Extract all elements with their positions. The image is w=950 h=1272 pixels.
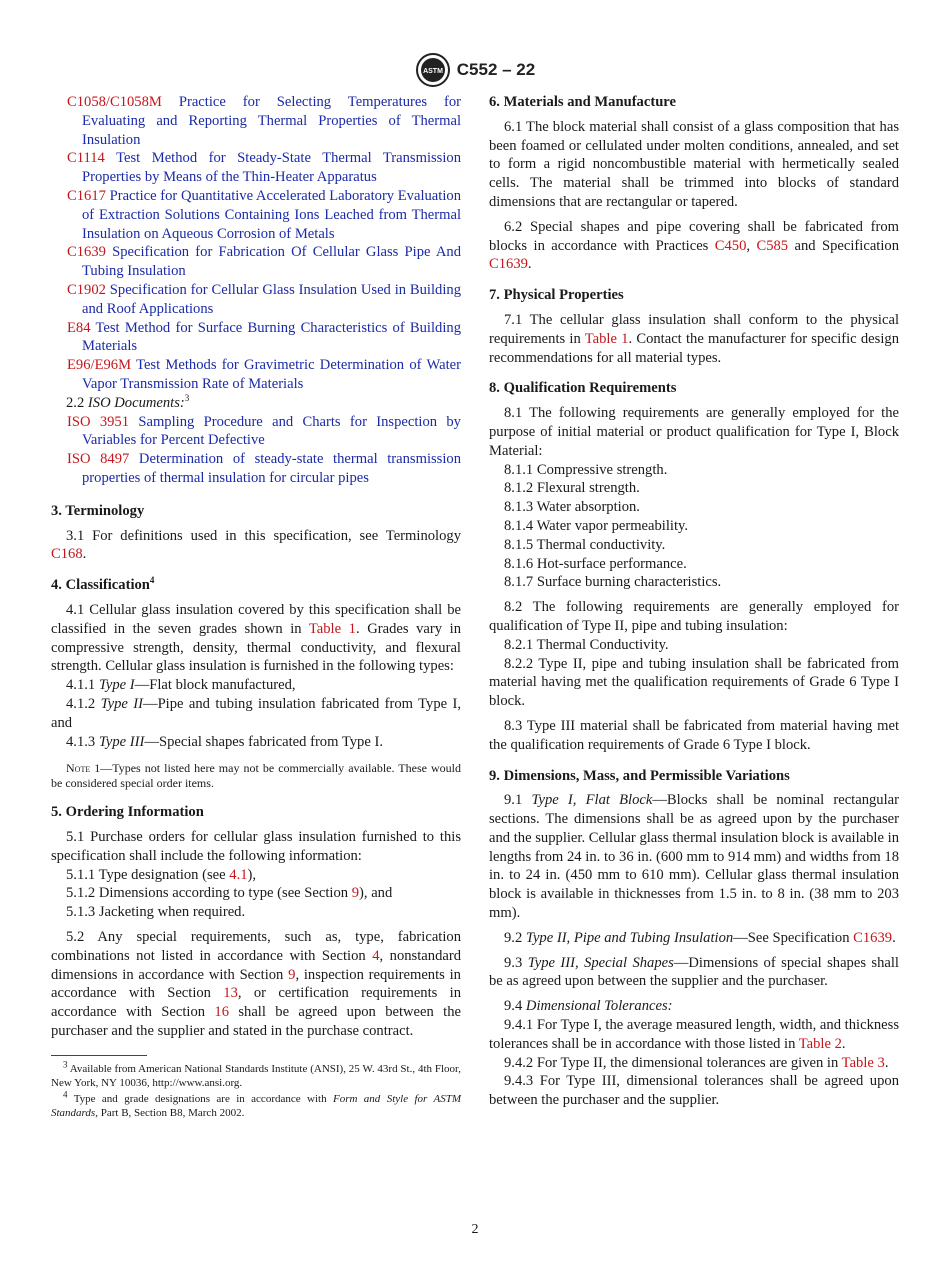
para-9-4-1: 9.4.1 For Type I, the average measured length, width, and thickness tolerances shall be in accordance with those listed in Table 2. xyxy=(489,1017,899,1052)
link-section-16[interactable]: 16 xyxy=(214,1004,229,1021)
reference-title[interactable]: Test Method for Steady-State Thermal Transmission Properties by Means of the Thin-Heater Apparatus xyxy=(82,150,462,186)
reference-title[interactable]: Practice for Quantitative Accelerated Laboratory Evaluation of Extraction Solutions Containing Ions Leached from Thermal Insulation on Aqueous Corrosion of Metals xyxy=(82,187,461,242)
para-4-1-2: 4.1.2 Type II—Pipe and tubing insulation fabricated from Type I, and xyxy=(51,695,462,731)
reference-title[interactable]: Practice for Selecting Temperatures for Evaluating and Reporting Thermal Properties of Thermal Insulation xyxy=(82,94,461,148)
para-6-2: 6.2 Special shapes and pipe covering shall be fabricated from blocks in accordance with Practices C450, C585 and Specification C1639. xyxy=(489,218,900,273)
para-4-1-3: 4.1.3 Type III—Special shapes fabricated from Type I. xyxy=(66,733,383,750)
reference-code[interactable]: C1617 xyxy=(67,187,106,204)
para-4-1-1: 4.1.1 Type I—Flat block manufactured, xyxy=(66,677,296,694)
page-number: 2 xyxy=(471,1222,479,1237)
reference-item[interactable] xyxy=(51,93,461,149)
referenced-documents-list xyxy=(51,93,461,394)
para-4-1: 4.1 Cellular glass insulation covered by this specification shall be classified in the seven grades shown in Table 1. Grades vary in compressive strength, density, thermal conductivity, and flexural strength. Cellular glass insulation is furnished in the following types: xyxy=(51,601,461,675)
reference-code[interactable]: E96/E96M xyxy=(67,357,132,374)
para-9-3: 9.3 Type III, Special Shapes—Dimensions of special shapes shall be as agreed upon between the supplier and the purchaser. xyxy=(489,954,899,990)
section-3-title: 3. Terminology xyxy=(51,502,145,519)
link-table-1b[interactable]: Table 1 xyxy=(584,330,629,347)
para-5-1: 5.1 Purchase orders for cellular glass insulation furnished to this specification shall include the following information: xyxy=(51,829,461,864)
section-8-title: 8. Qualification Requirements xyxy=(489,380,677,397)
svg-text:ASTM: ASTM xyxy=(422,68,443,75)
page-header xyxy=(0,52,950,93)
reference-title[interactable]: Specification for Fabrication Of Cellular Glass Pipe And Tubing Insulation xyxy=(82,244,461,280)
qualification-list-item: 8.1.4 Water vapor permeability. xyxy=(504,517,689,534)
iso-reference-item[interactable] xyxy=(51,413,461,451)
iso-reference-title[interactable]: Determination of steady-state thermal transmission properties of thermal insulation for circular pipes xyxy=(82,451,462,486)
reference-title[interactable]: Specification for Cellular Glass Insulation Used in Building and Roof Applications xyxy=(82,281,461,317)
para-5-2: 5.2 Any special requirements, such as, type, fabrication combinations not listed in accordance with Section 4, nonstandard dimensions in accordance with Section 9, inspection requirements in accordance with Section 13, or certification requirements in accordance with Section 16 shall be agreed upon between the purchaser and the supplier and stated in the purchase contract. xyxy=(51,929,461,1040)
link-section-13[interactable]: 13 xyxy=(223,985,238,1002)
section-7-title: 7. Physical Properties xyxy=(489,287,624,304)
qualification-list-item: 8.1.3 Water absorption. xyxy=(504,499,640,516)
para-9-4: 9.4 Dimensional Tolerances: xyxy=(504,998,673,1015)
left-column xyxy=(51,93,461,1122)
para-9-2: 9.2 Type II, Pipe and Tubing Insulation—See Specification C1639. xyxy=(504,929,896,946)
reference-title[interactable]: Test Method for Surface Burning Characteristics of Building Materials xyxy=(82,319,461,355)
link-table-1[interactable]: Table 1 xyxy=(308,620,356,637)
link-section-9[interactable]: 9 xyxy=(351,885,360,902)
reference-item[interactable] xyxy=(51,319,461,357)
footnote-divider xyxy=(51,1055,147,1056)
link-c168[interactable]: C168 xyxy=(51,546,83,563)
para-8-1: 8.1 The following requirements are generally employed for the purpose of initial material or product qualification for Type I, Block Material: xyxy=(489,405,899,459)
reference-item[interactable] xyxy=(51,243,461,281)
qualification-list-item: 8.1.2 Flexural strength. xyxy=(504,480,640,497)
para-8-2: 8.2 The following requirements are generally employed for qualification of Type II, pipe and tubing insulation: xyxy=(489,599,899,634)
reference-code[interactable]: E84 xyxy=(67,319,91,336)
para-5-1-2: 5.1.2 Dimensions according to type (see Section 9), and xyxy=(66,885,393,902)
link-c1639b[interactable]: C1639 xyxy=(853,929,893,946)
reference-title[interactable]: Test Methods for Gravimetric Determination of Water Vapor Transmission Rate of Materials xyxy=(82,357,461,392)
reference-item[interactable] xyxy=(51,149,461,187)
link-c585[interactable]: C585 xyxy=(756,237,789,254)
para-8-3: 8.3 Type III material shall be fabricated from material having met the qualification requirements of Grade 6 Type I block. xyxy=(489,717,899,753)
qualification-list-item: 8.1.7 Surface burning characteristics. xyxy=(504,574,722,591)
iso-documents-list xyxy=(51,413,461,488)
qualification-list-item: 8.1.5 Thermal conductivity. xyxy=(504,536,666,553)
para-6-1: 6.1 The block material shall consist of a glass composition that has been foamed or cellulated under molten conditions, annealed, and set to form a rigid noncombustible material with hermetically sealed cells. The material shall be trimmed into blocks of standard dimensions that are rectangular or tapered. xyxy=(489,118,899,210)
para-8-2-1: 8.2.1 Thermal Conductivity. xyxy=(504,636,669,653)
section-4-title: 4. Classification$^4$ xyxy=(51,575,155,594)
para-5-1-1: 5.1.1 Type designation (see 4.1), xyxy=(66,866,257,883)
astm-logo-icon xyxy=(415,52,451,88)
iso-reference-item[interactable] xyxy=(51,450,461,488)
footnote-4: $^4$ Type and grade designations are in accordance with Form and Style for ASTM Standards, Part B, Section B8, March 2002. xyxy=(51,1089,461,1119)
para-9-1: 9.1 Type I, Flat Block—Blocks shall be nominal rectangular sections. The dimensions shall be as agreed upon by the purchaser and the supplier. Cellular glass thermal insulation block is available in lengths from 24 in. to 36 in. (600 mm to 914 mm) and widths from 18 in. to 24 in. (450 mm to 610 mm). Cellular glass thermal insulation block is available in thicknesses from 1.5 in. to 8 in. (38 mm to 203 mm). xyxy=(489,792,899,922)
link-4-1[interactable]: 4.1 xyxy=(229,866,248,883)
qualification-list-item: 8.1.6 Hot-surface performance. xyxy=(504,555,687,572)
section-5-title: 5. Ordering Information xyxy=(51,804,204,821)
link-table-2[interactable]: Table 2 xyxy=(798,1035,842,1052)
para-7-1: 7.1 The cellular glass insulation shall conform to the physical requirements in Table 1. Contact the manufacturer for specific design recommendations for all material types. xyxy=(489,311,899,366)
note-1: Note 1—Types not listed here may not be commercially available. These would be considered special order items. xyxy=(51,761,461,791)
reference-item[interactable] xyxy=(51,281,461,319)
reference-code[interactable]: C1114 xyxy=(67,150,105,167)
qualification-list-item: 8.1.1 Compressive strength. xyxy=(504,461,668,478)
para-8-2-2: 8.2.2 Type II, pipe and tubing insulation shall be fabricated from material having met the qualification requirements of Grade 6 Type I block. xyxy=(489,655,899,710)
para-3-1: 3.1 For definitions used in this specification, see Terminology C168. xyxy=(51,527,461,563)
section-9-title: 9. Dimensions, Mass, and Permissible Variations xyxy=(489,767,790,784)
right-column xyxy=(489,93,899,1110)
link-section-9b[interactable]: 9 xyxy=(288,966,296,983)
footnote-3: $^3$ Available from American National Standards Institute (ANSI), 25 W. 43rd St., 4th Floor, New York, NY 10036, http://www.ansi.org. xyxy=(51,1059,461,1089)
para-5-1-3: 5.1.3 Jacketing when required. xyxy=(66,904,246,921)
para-9-4-2: 9.4.2 For Type II, the dimensional tolerances are given in Table 3. xyxy=(504,1054,889,1071)
reference-item[interactable] xyxy=(51,187,461,243)
iso-reference-title[interactable]: Sampling Procedure and Charts for Inspection by Variables for Percent Defective xyxy=(82,413,461,449)
iso-reference-code[interactable]: ISO 8497 xyxy=(67,451,130,468)
link-section-4[interactable]: 4 xyxy=(372,947,380,964)
iso-reference-code[interactable]: ISO 3951 xyxy=(67,413,130,430)
reference-code[interactable]: C1639 xyxy=(67,244,106,261)
link-c450[interactable]: C450 xyxy=(714,237,747,254)
link-table-3[interactable]: Table 3 xyxy=(841,1054,885,1071)
para-9-4-3: 9.4.3 For Type III, dimensional tolerances shall be agreed upon between the purchaser and the supplier. xyxy=(489,1073,899,1109)
link-c1639[interactable]: C1639 xyxy=(489,256,528,273)
document-designation: C552 – 22 xyxy=(456,60,536,79)
iso-documents-heading: 2.2 ISO Documents:$^3$ xyxy=(66,392,190,411)
reference-code[interactable]: C1902 xyxy=(67,281,106,298)
qualification-list xyxy=(489,461,899,593)
section-6-title: 6. Materials and Manufacture xyxy=(489,94,676,110)
reference-code[interactable]: C1058/C1058M xyxy=(67,94,162,110)
reference-item[interactable] xyxy=(51,356,461,394)
